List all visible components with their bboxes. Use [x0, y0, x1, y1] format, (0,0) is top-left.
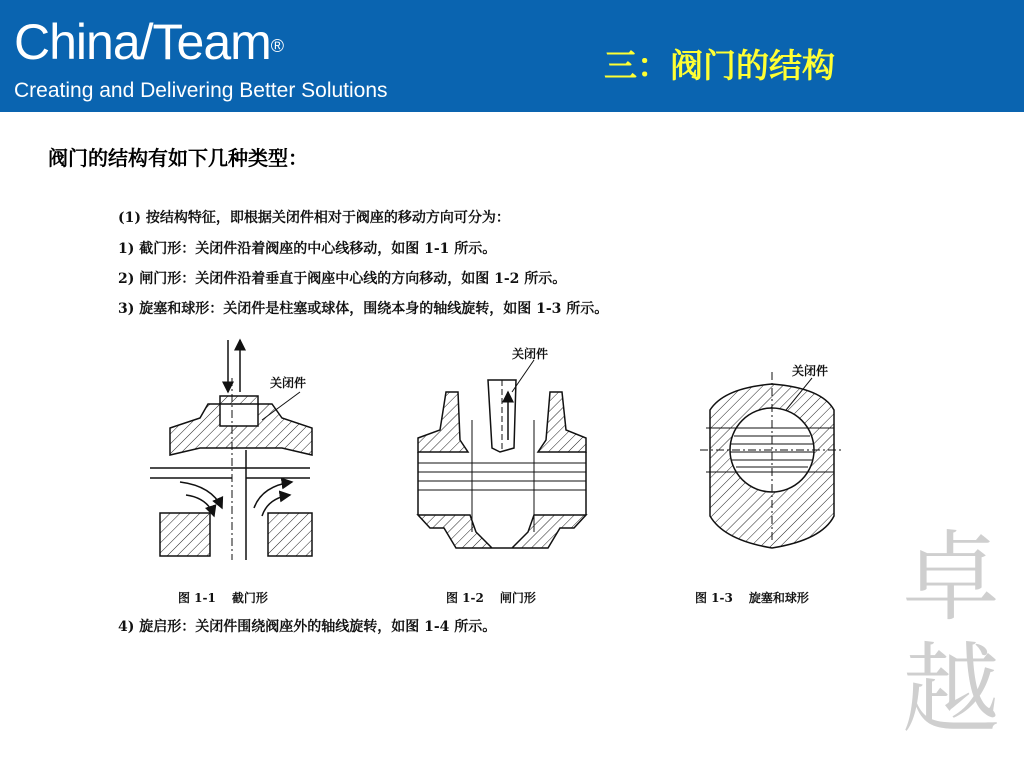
figure-number: 图 1-2	[446, 591, 484, 605]
watermark-char: 卓	[902, 521, 1001, 635]
figure-caption-text: 旋塞和球形	[748, 591, 809, 605]
figure-caption	[446, 589, 536, 606]
figure-plug-valve	[700, 372, 842, 548]
body-line: (1) 按结构特征，即根据关闭件相对于阀座的移动方向可分为：	[118, 210, 510, 226]
figure-caption-text: 闸门形	[499, 591, 536, 605]
figure-caption-text: 截门形	[231, 591, 268, 605]
body-line: 4) 旋启形：关闭件围绕阀座外的轴线旋转，如图 1-4 所示。	[118, 619, 497, 635]
figure-number: 图 1-1	[178, 591, 216, 605]
body-line: 3) 旋塞和球形：关闭件是柱塞或球体，围绕本身的轴线旋转，如图 1-3 所示。	[118, 301, 609, 317]
body-line: 1) 截门形：关闭件沿着阀座的中心线移动，如图 1-1 所示。	[118, 241, 497, 257]
brand-tagline: Creating and Delivering Better Solutions	[14, 79, 388, 102]
brand-name: China/Team	[14, 14, 271, 70]
figure-number: 图 1-3	[695, 591, 733, 605]
figure-globe-valve	[150, 340, 312, 560]
callout-label: 关闭件	[270, 376, 307, 390]
figure-caption	[178, 589, 268, 606]
callout-label: 关闭件	[792, 364, 829, 378]
callout-label: 关闭件	[512, 347, 549, 361]
figure-caption	[695, 589, 809, 606]
watermark-char: 越	[902, 633, 1001, 747]
registered-mark: ®	[270, 36, 284, 56]
slide-title: 三：阀门的结构	[604, 46, 835, 85]
intro-text: 阀门的结构有如下几种类型：	[48, 146, 308, 170]
body-line: 2) 闸门形：关闭件沿着垂直于阀座中心线的方向移动，如图 1-2 所示。	[118, 271, 567, 287]
figure-gate-valve	[418, 360, 586, 548]
